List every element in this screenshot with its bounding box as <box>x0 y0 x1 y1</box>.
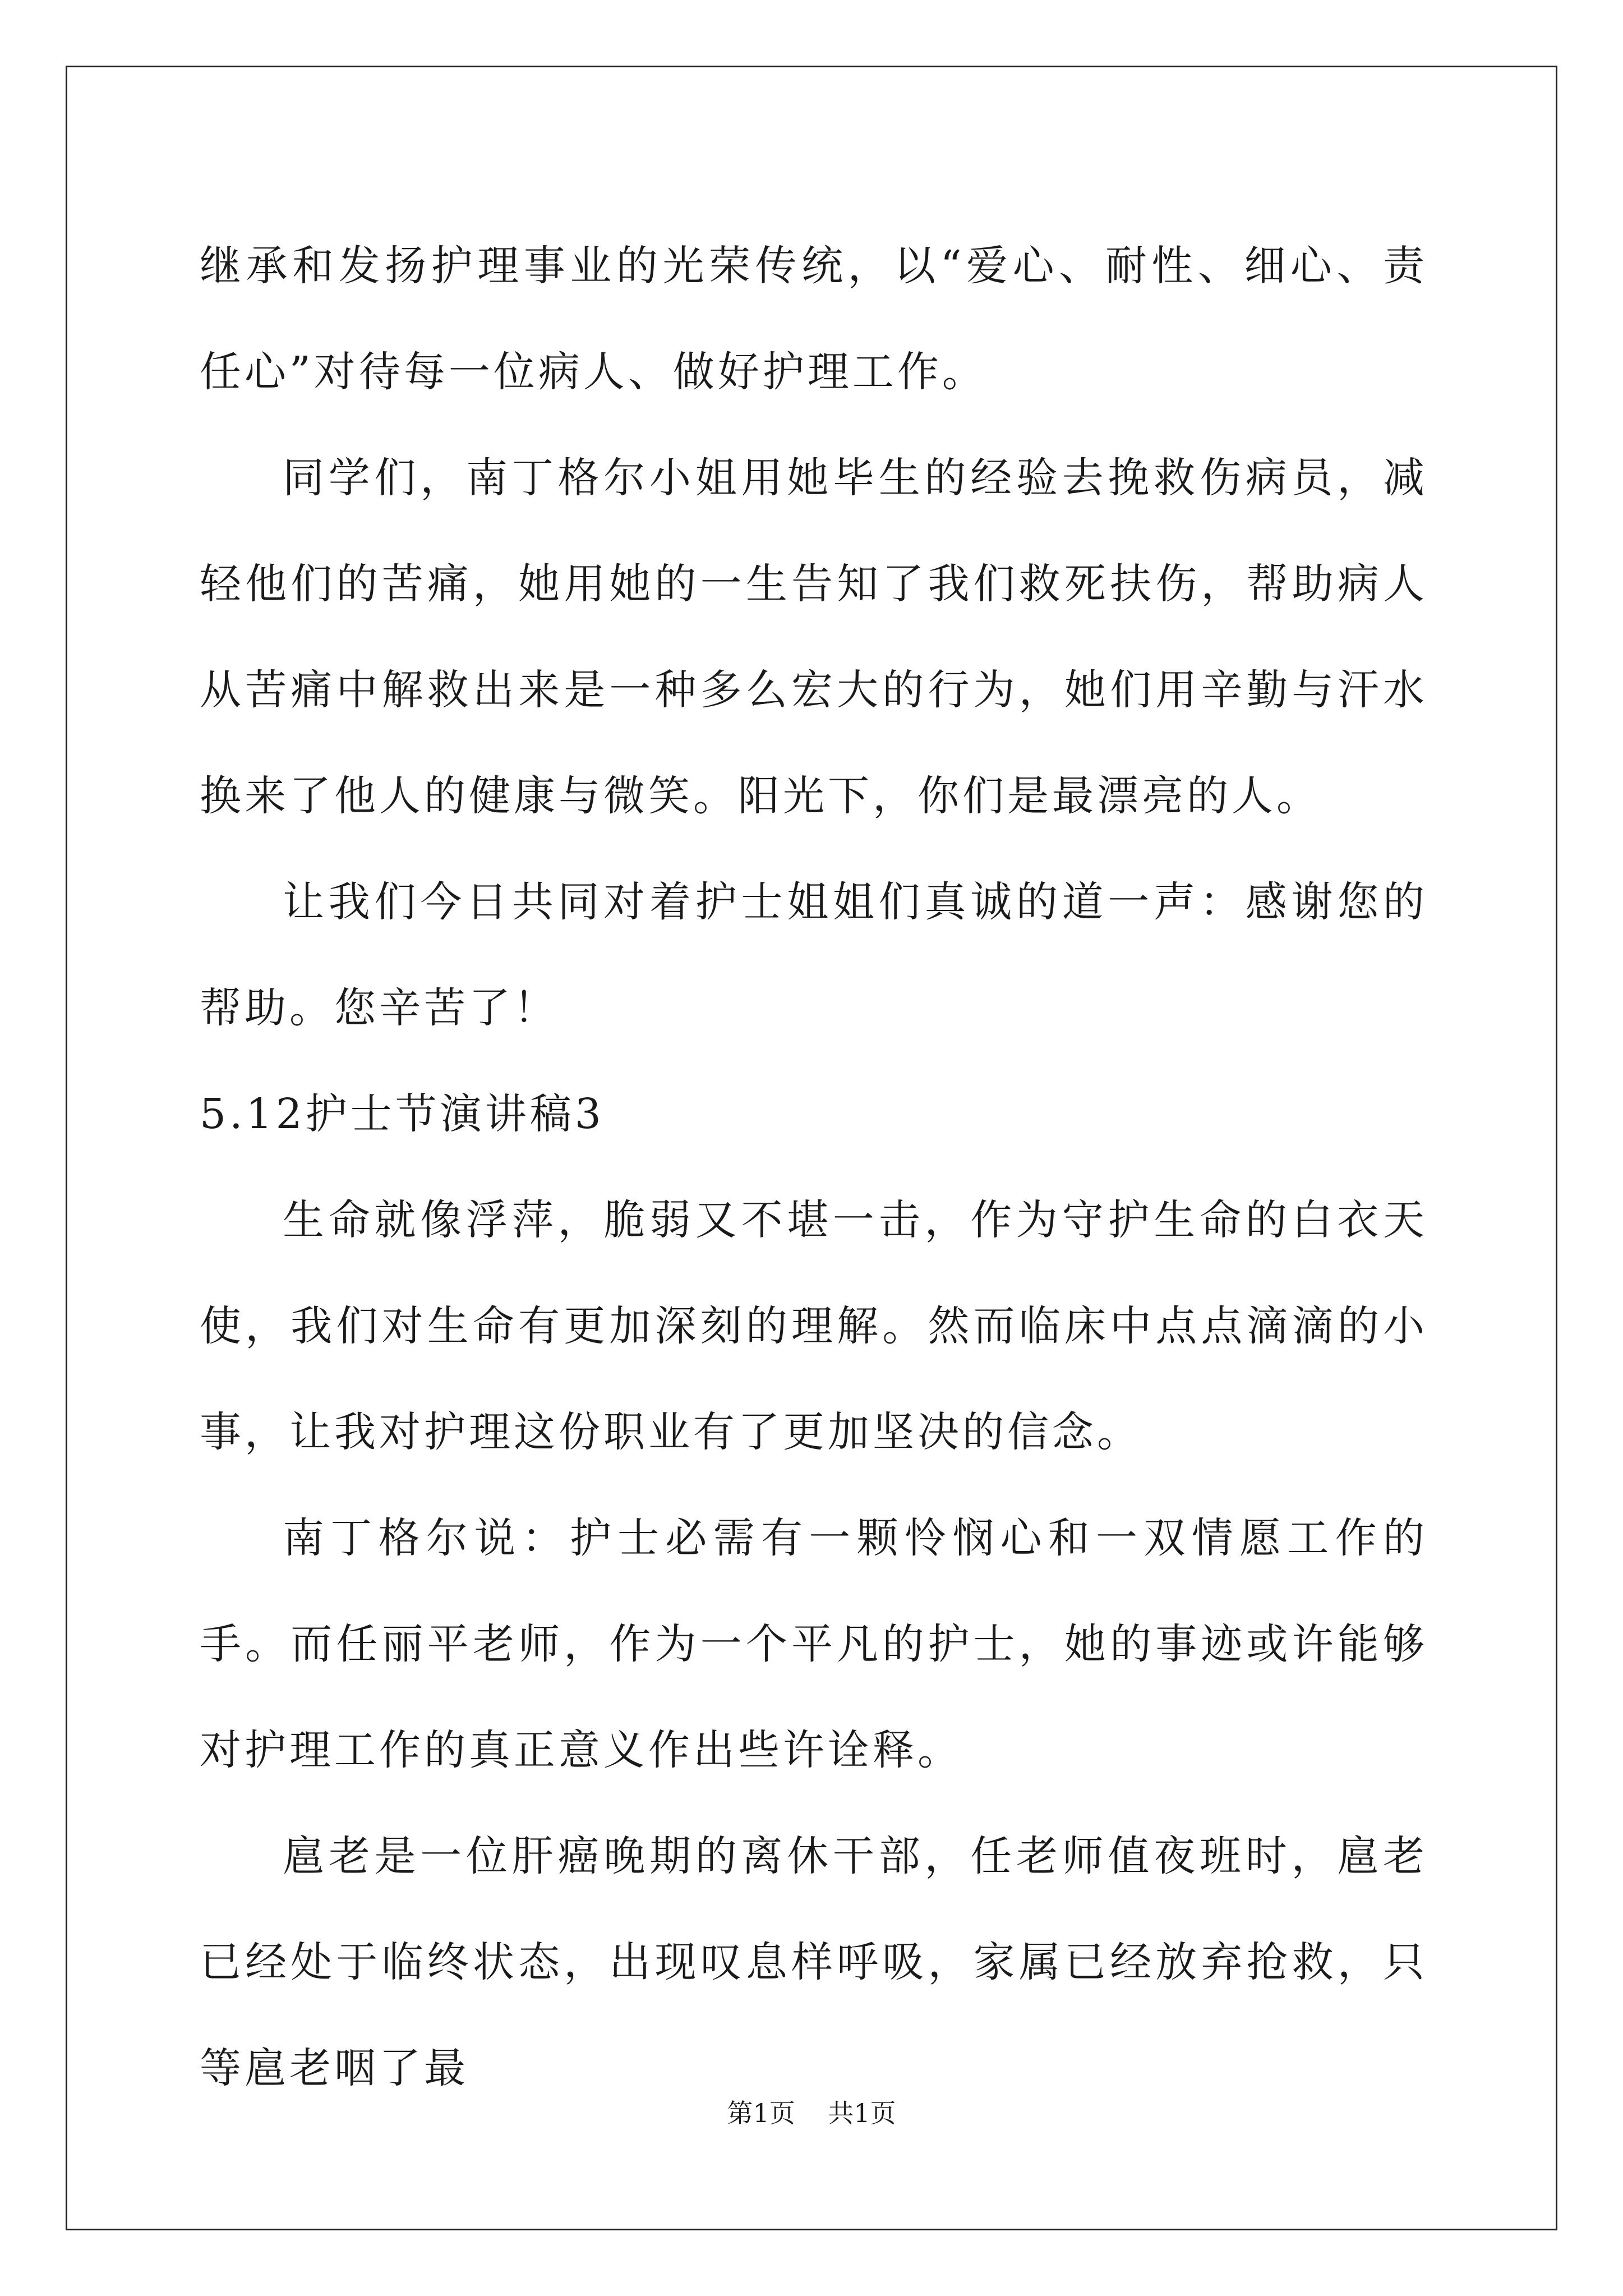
paragraph-continuation: 继承和发扬护理事业的光荣传统，以“爱心、耐性、细心、责任心”对待每一位病人、做好护理工作。 <box>200 242 1428 396</box>
paragraph: 南丁格尔说：护士必需有一颗怜悯心和一双情愿工作的手。而任丽平老师，作为一个平凡的护士，她的事迹或许能够对护理工作的真正意义作出些许诠释。 <box>200 1514 1428 1774</box>
document-body <box>200 213 1428 2122</box>
paragraph: 让我们今日共同对着护士姐姐们真诚的道一声：感谢您的帮助。您辛苦了！ <box>200 878 1428 1032</box>
page-footer: 第1页 共1页 <box>727 2098 896 2128</box>
paragraph: 生命就像浮萍，脆弱又不堪一击，作为守护生命的白衣天使，我们对生命有更加深刻的理解。然而临床中点点滴滴的小事，让我对护理这份职业有了更加坚决的信念。 <box>200 1196 1428 1456</box>
paragraph: 扈老是一位肝癌晚期的离休干部，任老师值夜班时，扈老已经处于临终状态，出现叹息样呼吸，家属已经放弃抢救，只等扈老咽了最 <box>200 1832 1428 2092</box>
paragraph: 同学们，南丁格尔小姐用她毕生的经验去挽救伤病员，减轻他们的苦痛，她用她的一生告知了我们救死扶伤，帮助病人从苦痛中解救出来是一种多么宏大的行为，她们用辛勤与汗水换来了他人的健康与微笑。阳光下，你们是最漂亮的人。 <box>200 454 1428 820</box>
section-heading: 5.12护士节演讲稿3 <box>200 1090 605 1138</box>
